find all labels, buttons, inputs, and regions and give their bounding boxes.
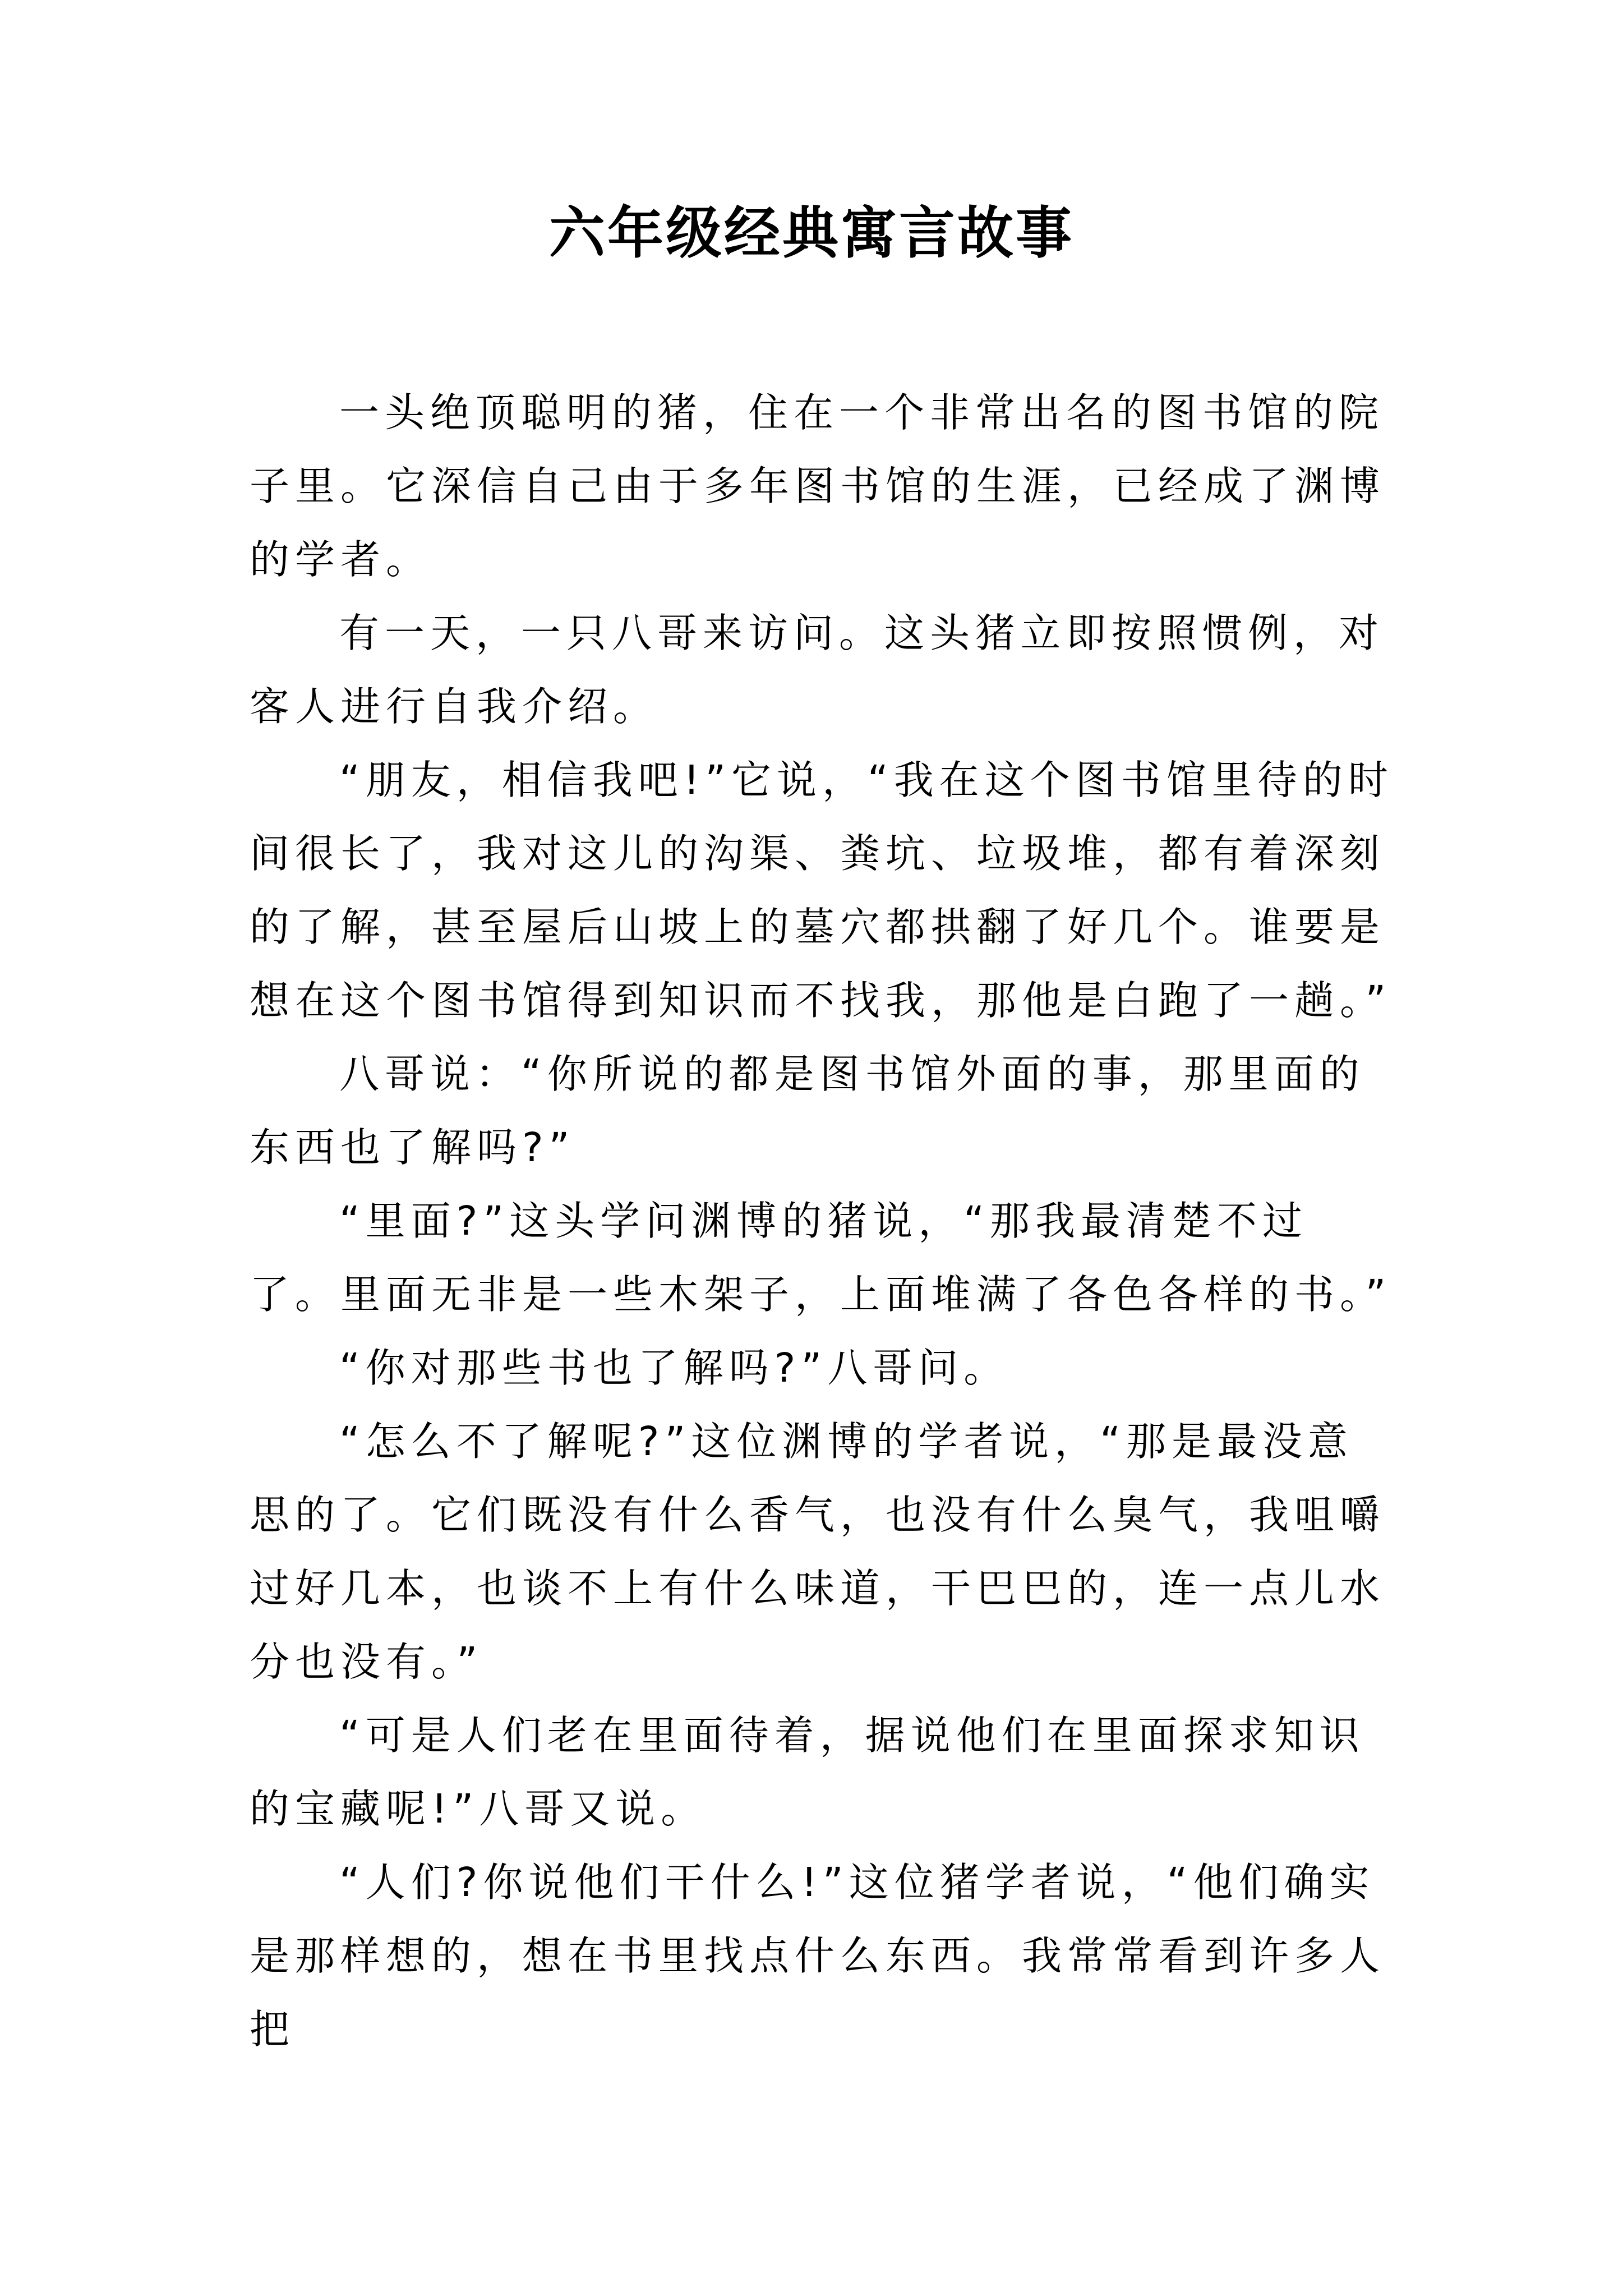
document-body	[250, 376, 1396, 2066]
paragraph-3: “朋友，相信我吧!”它说，“我在这个图书馆里待的时间很长了，我对这儿的沟渠、粪坑、垃圾堆，都有着深刻的了解，甚至屋后山坡上的墓穴都拱翻了好几个。谁要是想在这个图书馆得到知识而不找我，那他是白跑了一趟。”	[250, 757, 1394, 1024]
paragraph-6: “你对那些书也了解吗?”八哥问。	[339, 1345, 1009, 1391]
paragraph-1: 一头绝顶聪明的猪，住在一个非常出名的图书馆的院子里。它深信自己由于多年图书馆的生涯，已经成了渊博的学者。	[250, 389, 1386, 583]
paragraph-8: “可是人们老在里面待着，据说他们在里面探求知识的宝藏呢!”八哥又说。	[250, 1712, 1365, 1832]
paragraph-9: “人们?你说他们干什么!”这位猪学者说，“他们确实是那样想的，想在书里找点什么东西。我常常看到许多人把	[250, 1859, 1386, 2053]
paragraph-5: “里面?”这头学问渊博的猪说，“那我最清楚不过了。里面无非是一些木架子，上面堆满了各色各样的书。”	[250, 1198, 1392, 1318]
document-title: 六年级经典寓言故事	[549, 200, 1074, 266]
paragraph-4: 八哥说：“你所说的都是图书馆外面的事，那里面的东西也了解吗?”	[250, 1051, 1365, 1171]
paragraph-2: 有一天，一只八哥来访问。这头猪立即按照惯例，对客人进行自我介绍。	[250, 610, 1385, 730]
paragraph-7: “怎么不了解呢?”这位渊博的学者说，“那是最没意思的了。它们既没有什么香气，也没有什么臭气，我咀嚼过好几本，也谈不上有什么味道，干巴巴的，连一点儿水分也没有。”	[250, 1418, 1386, 1685]
